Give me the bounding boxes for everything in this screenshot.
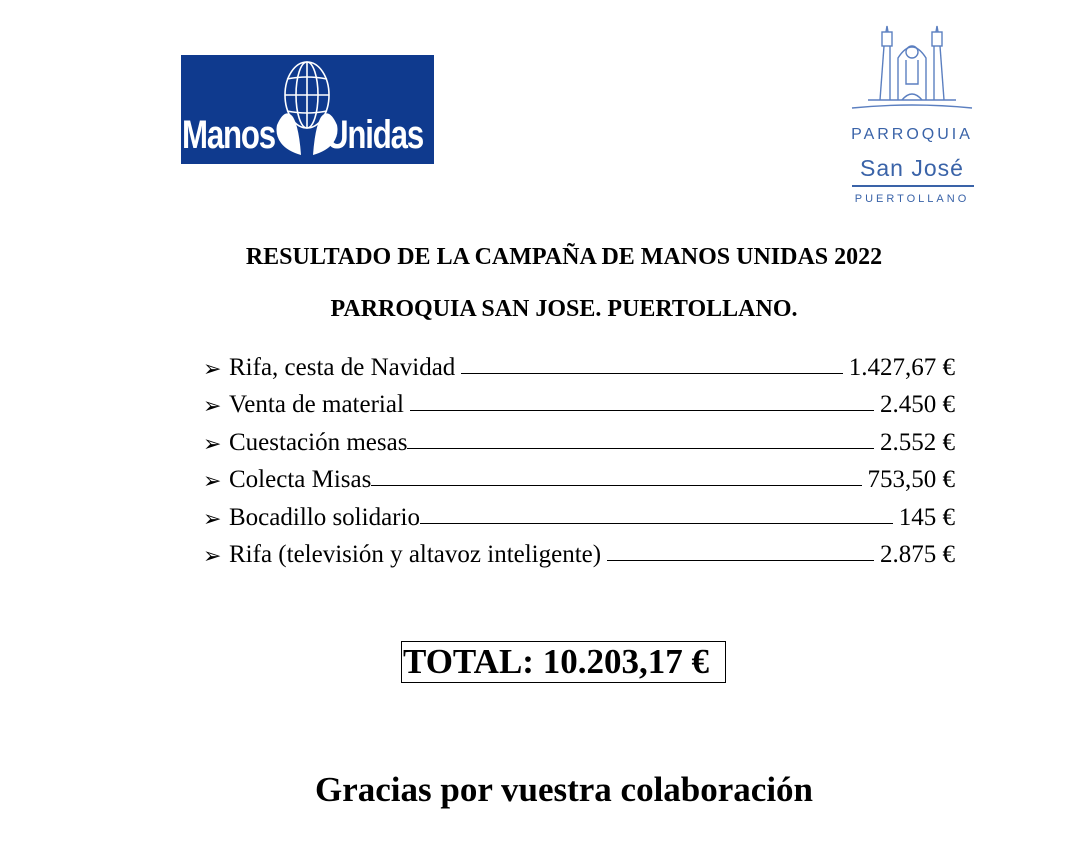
arrow-bullet-icon: ➢ [203,393,222,418]
arrow-bullet-icon: ➢ [203,468,222,493]
item-label: Venta de material [229,391,404,418]
document-title: RESULTADO DE LA CAMPAÑA DE MANOS UNIDAS 2022 [245,244,883,270]
leader-line [461,372,842,374]
list-item [203,380,955,418]
item-label: Colecta Misas [229,466,372,493]
logo-divider [852,185,974,187]
thanks-message: Gracias por vuestra colaboración [314,770,814,809]
list-item [203,417,955,455]
list-item [203,455,955,493]
item-amount: 753,50 € [867,466,955,493]
item-label: Rifa, cesta de Navidad [229,353,456,381]
leader-line [420,522,893,524]
item-amount: 2.875 € [880,541,955,568]
list-item [203,530,955,568]
results-list [203,342,955,567]
leader-line [410,409,874,411]
leader-line [371,484,861,486]
list-item [203,492,955,530]
total-amount: TOTAL: 10.203,17 € [401,641,726,683]
leader-line [407,447,874,449]
item-label: Bocadillo solidario [229,503,420,531]
item-amount: 2.552 € [880,428,955,456]
item-amount: 145 € [898,503,955,531]
document-subtitle: PARROQUIA SAN JOSE. PUERTOLLANO. [330,296,798,322]
puertollano-word: PUERTOLLANO [854,193,970,205]
unidas-word: Unidas [326,113,424,157]
item-label: Cuestación mesas [229,428,408,456]
arrow-bullet-icon: ➢ [203,543,222,568]
church-facade-icon [846,18,978,118]
parroquia-logo [846,18,978,208]
manos-unidas-logo [181,55,434,164]
item-amount: 2.450 € [880,391,955,418]
item-label: Rifa (televisión y altavoz inteligente) [229,541,602,568]
item-amount: 1.427,67 € [848,353,955,381]
arrow-bullet-icon: ➢ [203,505,222,531]
arrow-bullet-icon: ➢ [203,430,222,456]
san-jose-word: San José [860,155,964,181]
arrow-bullet-icon: ➢ [203,355,222,381]
manos-word: Manos [182,113,275,157]
parroquia-word: PARROQUIA [851,126,973,143]
list-item [203,342,955,380]
leader-line [607,559,874,561]
